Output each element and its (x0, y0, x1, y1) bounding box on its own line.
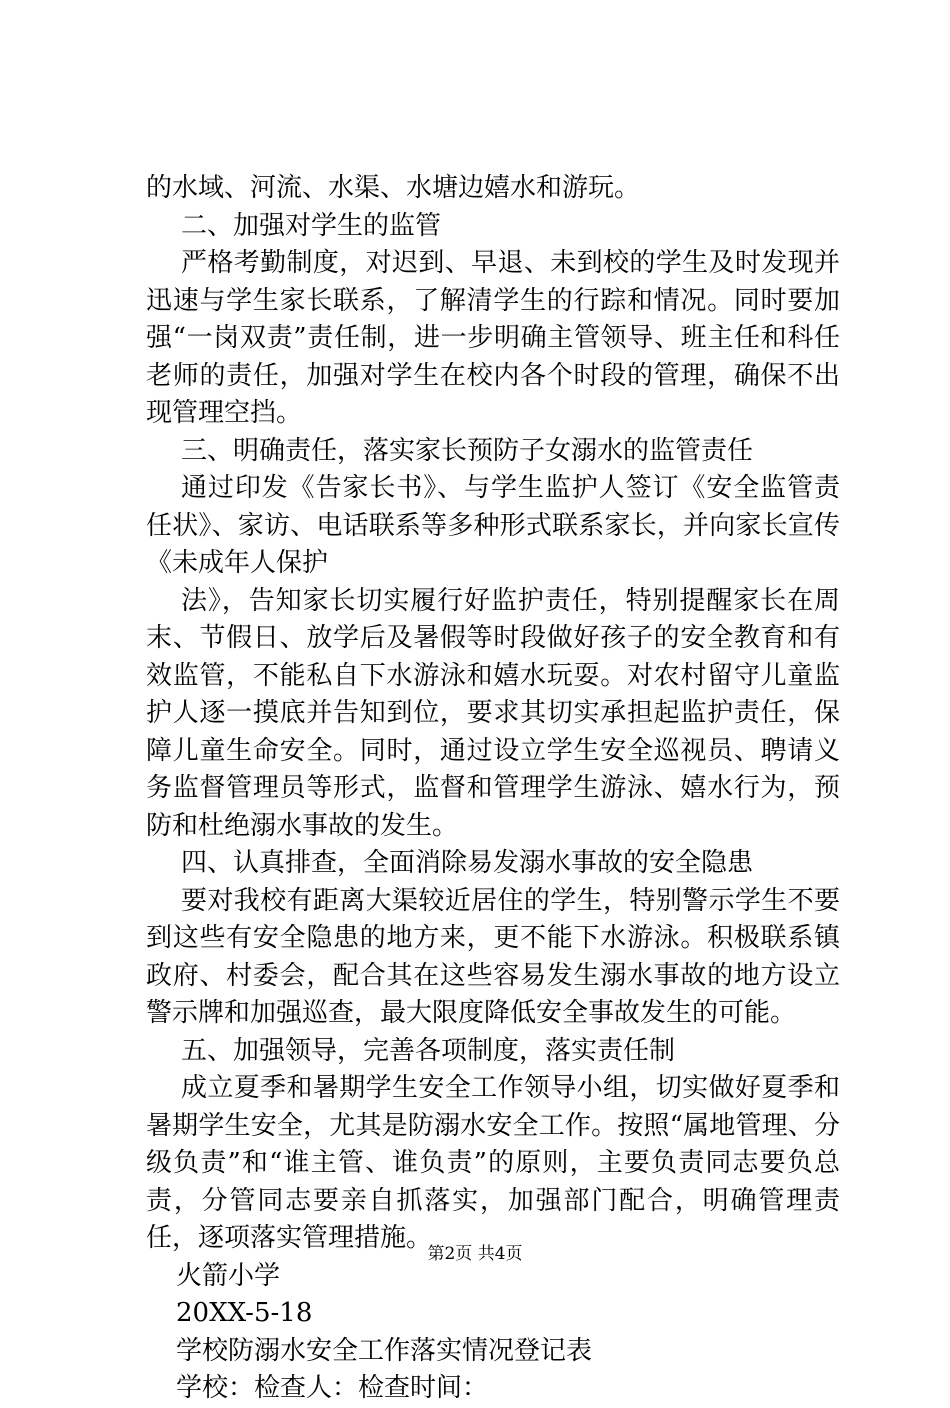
paragraph-parent-contact: 通过印发《告家长书》、与学生监护人签订《安全监管责任状》、家访、电话联系等多种形式联系家长，并向家长宣传《未成年人保护 (146, 473, 840, 578)
paragraph-attendance: 严格考勤制度，对迟到、早退、未到校的学生及时发现并迅速与学生家长联系，了解清学生的行踪和情况。同时要加强“一岗双责”责任制，进一步明确主管领导、班主任和科任老师的责任，加强对学生在校内各个时段的管理，确保不出现管理空挡。 (146, 248, 840, 428)
paragraph-leadership: 成立夏季和暑期学生安全工作领导小组，切实做好夏季和暑期学生安全，尤其是防溺水安全工作。按照“属地管理、分级负责”和“谁主管、谁负责”的原则，主要负责同志要负总责，分管同志要亲自抓落实，加强部门配合，明确管理责任，逐项落实管理措施。 (146, 1073, 840, 1253)
document-date: 20XX-5-18 (176, 1298, 313, 1328)
form-title: 学校防溺水安全工作落实情况登记表 (176, 1335, 593, 1366)
paragraph-continuation: 的水域、河流、水渠、水塘边嬉水和游玩。 (146, 173, 641, 203)
section-heading-5: 五、加强领导，完善各项制度，落实责任制 (181, 1035, 676, 1066)
section-heading-2: 二、加强对学生的监管 (181, 210, 442, 241)
paragraph-hazard-check: 要对我校有距离大渠较近居住的学生，特别警示学生不要到这些有安全隐患的地方来，更不能下水游泳。积极联系镇政府、村委会，配合其在这些容易发生溺水事故的地方设立警示牌和加强巡查，最大限度降低安全事故发生的可能。 (146, 885, 840, 1028)
page-footer: 第2页 共4页 (427, 1244, 523, 1264)
section-heading-3: 三、明确责任，落实家长预防子女溺水的监管责任 (181, 435, 754, 466)
section-heading-4: 四、认真排查，全面消除易发溺水事故的安全隐患 (181, 848, 754, 878)
paragraph-parent-duty: 法》，告知家长切实履行好监护责任，特别提醒家长在周末、节假日、放学后及暑假等时段做好孩子的安全教育和有效监管，不能私自下水游泳和嬉水玩耍。对农村留守儿童监护人逐一摸底并告知到位，要求其切实承担起监护责任，保障儿童生命安全。同时，通过设立学生安全巡视员、聘请义务监督管理员等形式，监督和管理学生游泳、嬉水行为，预防和杜绝溺水事故的发生。 (146, 585, 840, 841)
form-fields-line: 学校：检查人：检查时间： (176, 1373, 489, 1403)
school-signature: 火箭小学 (176, 1260, 281, 1291)
document-body (146, 170, 840, 1408)
